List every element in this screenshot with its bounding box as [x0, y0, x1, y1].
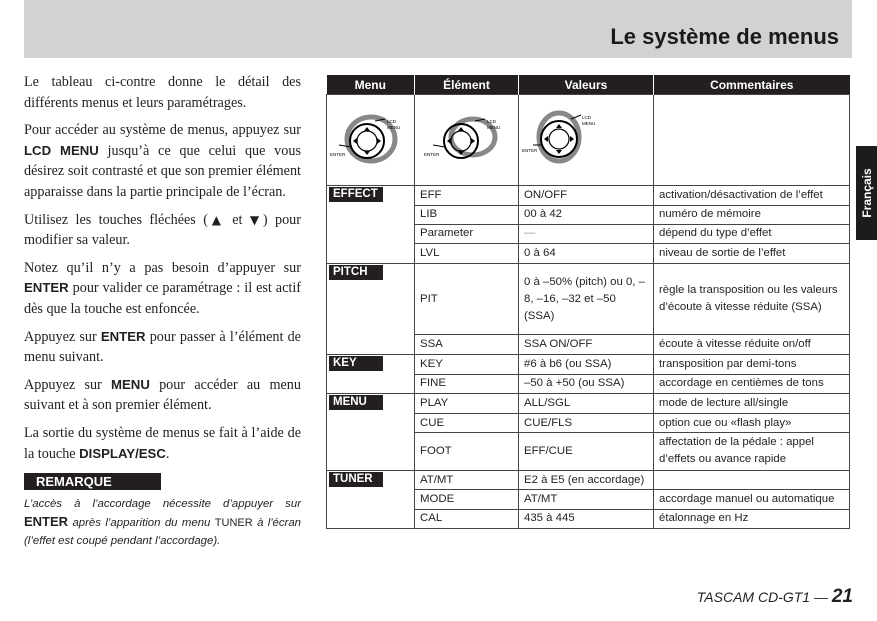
table-row — [327, 414, 850, 433]
element-cell: FOOT — [415, 433, 519, 471]
lcd-label: LCD — [582, 115, 592, 120]
values-cell: EFF/CUE — [519, 433, 654, 471]
menu-cell — [327, 490, 415, 509]
diagram-cell — [415, 95, 519, 186]
element-cell: CUE — [415, 414, 519, 433]
text: . — [165, 445, 170, 462]
paragraph-intro — [24, 72, 301, 113]
enter-key: ENTER — [24, 513, 69, 529]
text: Utilisez les touches fléchées ( — [24, 211, 208, 228]
comments-cell: affectation de la pédale : appel d’effets ou avance rapide — [654, 433, 850, 471]
menu-cell — [327, 224, 415, 243]
header-element: Élément — [415, 75, 519, 95]
text: pour valider ce paramétrage : il est actif dès que la touche est enfoncée. — [24, 280, 301, 317]
menu-cell-key — [327, 354, 415, 374]
dial-diagram-icon — [415, 95, 518, 185]
table-row — [327, 244, 850, 264]
page-footer — [697, 586, 853, 608]
values-cell: SSA ON/OFF — [519, 335, 654, 355]
table-row — [327, 224, 850, 243]
table-header-row — [327, 75, 850, 95]
remarque-label: REMARQUE — [24, 473, 161, 490]
paragraph-menu-next — [24, 375, 301, 416]
table-row — [327, 433, 850, 471]
menu-badge-pitch: PITCH — [329, 265, 383, 280]
table-row — [327, 509, 850, 529]
menu-badge-effect: EFFECT — [329, 187, 383, 202]
menu-cell — [327, 244, 415, 264]
values-cell: 0 à –50% (pitch) ou 0, –8, –16, –32 et –50 (SSA) — [519, 263, 654, 335]
element-cell: PLAY — [415, 394, 519, 414]
text: jusqu’à ce que celui que vous désirez soit contrasté et que son premier élément apparaisse dans la partie principale de l’écran. — [24, 142, 301, 200]
paragraph-intro-text: Le tableau ci-contre donne le détail des différents menus et leurs paramétrages. — [24, 74, 301, 111]
menu-badge-key: KEY — [329, 356, 383, 371]
header-comments: Commentaires — [654, 75, 850, 95]
diagram-cell — [519, 95, 654, 186]
menu-cell — [327, 205, 415, 224]
values-cell: AT/MT — [519, 490, 654, 509]
paragraph-arrows — [24, 210, 301, 251]
remarque-text — [24, 495, 301, 550]
comments-cell: option cue ou «flash play» — [654, 414, 850, 433]
text: pour accéder au menu suivant et à son premier élément. — [24, 376, 301, 414]
page-number: 21 — [831, 586, 853, 607]
text: à l'écran (l’effet est coupé pendant l’accordage). — [24, 516, 301, 547]
diagram-row — [327, 95, 850, 186]
menu-badge-menu: MENU — [329, 395, 383, 410]
element-cell: KEY — [415, 354, 519, 374]
paragraph-enter-next — [24, 327, 301, 368]
text: et — [224, 211, 250, 228]
language-tab-label: Français — [859, 168, 874, 218]
comments-cell: mode de lecture all/single — [654, 394, 850, 414]
element-cell: AT/MT — [415, 470, 519, 490]
comments-cell — [654, 470, 850, 490]
values-cell: #6 à b6 (ou SSA) — [519, 354, 654, 374]
tuner-word: TUNER — [214, 516, 253, 529]
element-cell: MODE — [415, 490, 519, 509]
values-cell: — — [519, 224, 654, 243]
dial-diagram-icon — [327, 95, 414, 185]
menu-cell-tuner — [327, 470, 415, 490]
text: après l’apparition du menu — [68, 516, 215, 529]
text: Appuyez sur — [24, 328, 101, 345]
table-row — [327, 186, 850, 206]
text: pour passer à l’élément de menu suivant. — [24, 328, 301, 366]
paragraph-access — [24, 120, 301, 202]
values-cell: ON/OFF — [519, 186, 654, 206]
table-row — [327, 335, 850, 355]
values-cell: CUE/FLS — [519, 414, 654, 433]
element-cell: CAL — [415, 509, 519, 529]
menu-label: MENU — [387, 125, 401, 130]
element-cell: LIB — [415, 205, 519, 224]
values-cell: E2 à E5 (en accordage) — [519, 470, 654, 490]
page-title: Le système de menus — [610, 24, 839, 49]
menu-badge-tuner: TUNER — [329, 472, 383, 487]
element-cell: PIT — [415, 263, 519, 335]
menu-cell-pitch — [327, 263, 415, 335]
enter-label: ENTER — [330, 152, 346, 157]
display-esc-key: DISPLAY/ESC — [79, 445, 166, 461]
header-values: Valeurs — [519, 75, 654, 95]
language-tab — [856, 146, 877, 240]
element-cell: Parameter — [415, 224, 519, 243]
element-cell: EFF — [415, 186, 519, 206]
values-cell: ALL/SGL — [519, 394, 654, 414]
text: Appuyez sur — [24, 376, 112, 393]
element-cell: SSA — [415, 335, 519, 355]
table-row — [327, 354, 850, 374]
table-row — [327, 374, 850, 394]
text: La sortie du système de menus se fait à l’aide de la touche — [24, 424, 301, 462]
element-cell: FINE — [415, 374, 519, 394]
up-arrow-icon: ▲ — [207, 212, 225, 227]
footer-product: TASCAM CD-GT1 — [696, 589, 811, 605]
table-row — [327, 470, 850, 490]
comments-cell: règle la transposition ou les valeurs d’écoute à vitesse réduite (SSA) — [654, 263, 850, 335]
values-cell: 435 à 445 — [519, 509, 654, 529]
dial-diagram-icon — [519, 95, 653, 185]
lcd-label: LCD — [387, 119, 397, 124]
menu-key: MENU — [111, 376, 150, 392]
table-row — [327, 394, 850, 414]
paragraph-exit — [24, 423, 301, 464]
menu-cell — [327, 335, 415, 355]
table-row — [327, 205, 850, 224]
diagram-cell — [327, 95, 415, 186]
menu-cell-menu — [327, 394, 415, 414]
menu-table — [326, 75, 850, 529]
down-arrow-icon: ▼ — [249, 212, 263, 227]
enter-key: ENTER — [100, 328, 146, 344]
element-cell: LVL — [415, 244, 519, 264]
table-row — [327, 263, 850, 335]
menu-cell — [327, 433, 415, 471]
menu-label: MENU — [582, 121, 596, 126]
menu-cell — [327, 374, 415, 394]
menu-cell — [327, 509, 415, 529]
comments-cell: écoute à vitesse réduite on/off — [654, 335, 850, 355]
lcd-label: LCD — [487, 119, 497, 124]
lcd-menu-key: LCD MENU — [24, 142, 99, 158]
comments-cell: dépend du type d’effet — [654, 224, 850, 243]
comments-cell: étalonnage en Hz — [654, 509, 850, 529]
table-row — [327, 490, 850, 509]
header-menu: Menu — [327, 75, 415, 95]
enter-label: ENTER — [522, 148, 538, 153]
text: L’accès à l’accordage nécessite d’appuyer sur — [24, 497, 301, 510]
enter-key: ENTER — [24, 280, 69, 296]
comments-cell: accordage en centièmes de tons — [654, 374, 850, 394]
text: Notez qu’il n’y a pas besoin d’appuyer sur — [24, 259, 301, 276]
comments-cell: niveau de sortie de l’effet — [654, 244, 850, 264]
diagram-cell — [654, 95, 850, 186]
enter-label: ENTER — [424, 152, 440, 157]
comments-cell: numéro de mémoire — [654, 205, 850, 224]
menu-cell-effect — [327, 186, 415, 206]
menu-label: MENU — [487, 125, 501, 130]
body-text — [24, 72, 301, 550]
paragraph-enter-note — [24, 258, 301, 320]
values-cell: 00 à 42 — [519, 205, 654, 224]
text: Pour accéder au système de menus, appuyez sur — [24, 122, 301, 139]
menu-cell — [327, 414, 415, 433]
comments-cell: transposition par demi-tons — [654, 354, 850, 374]
values-cell: 0 à 64 — [519, 244, 654, 264]
text: ) pour modifier sa valeur. — [24, 211, 301, 249]
footer-dash: — — [813, 589, 828, 605]
values-cell: –50 à +50 (ou SSA) — [519, 374, 654, 394]
comments-cell: accordage manuel ou automatique — [654, 490, 850, 509]
comments-cell: activation/désactivation de l’effet — [654, 186, 850, 206]
